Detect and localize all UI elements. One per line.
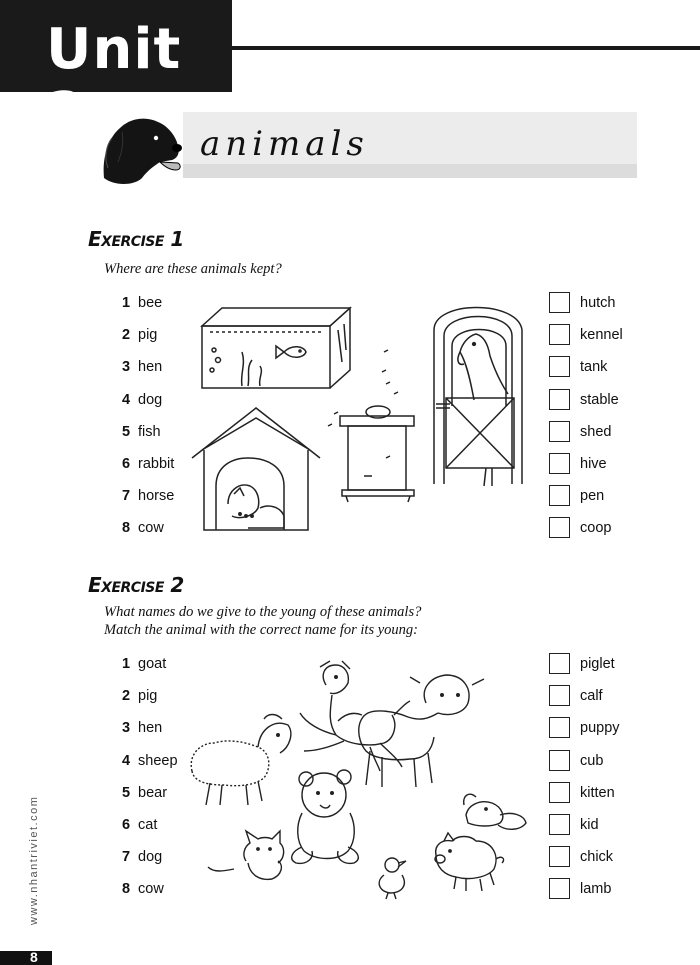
list-item: pen	[549, 487, 669, 519]
housing-illustration	[188, 290, 538, 540]
answer-checkbox[interactable]	[549, 324, 570, 345]
exercise-2-choice-list	[549, 655, 669, 913]
list-item: 4 sheep	[122, 752, 178, 769]
unit-title: Unit 2	[46, 17, 182, 146]
answer-checkbox[interactable]	[549, 685, 570, 706]
list-item: kid	[549, 816, 669, 848]
answer-checkbox[interactable]	[549, 485, 570, 506]
list-item: 7 horse	[122, 488, 175, 505]
list-item: calf	[549, 687, 669, 719]
website-url: www.nhantriviet.com	[28, 795, 40, 925]
answer-checkbox[interactable]	[549, 653, 570, 674]
exercise-2-instruction-line-2: Match the animal with the correct name for its young:	[104, 622, 418, 638]
unit-header	[0, 0, 232, 146]
list-item: 5 bear	[122, 784, 168, 801]
topic-band-shadow	[183, 164, 637, 178]
answer-checkbox[interactable]	[549, 782, 570, 803]
list-item: lamb	[549, 880, 669, 912]
list-item: 2 pig	[122, 327, 158, 344]
list-item: cub	[549, 752, 669, 784]
bear-cub-icon	[292, 770, 359, 863]
kitten-icon	[208, 831, 284, 879]
answer-checkbox[interactable]	[549, 389, 570, 410]
list-item: 8 cow	[122, 520, 164, 537]
list-item: coop	[549, 519, 669, 551]
topic-title: animals	[200, 124, 369, 164]
answer-checkbox[interactable]	[549, 846, 570, 867]
stable-icon	[434, 308, 522, 487]
list-item: kitten	[549, 784, 669, 816]
answer-checkbox[interactable]	[549, 421, 570, 442]
exercise-1-instruction: Where are these animals kept?	[104, 261, 282, 277]
list-item: 1 goat	[122, 656, 167, 672]
answer-checkbox[interactable]	[549, 356, 570, 377]
answer-checkbox[interactable]	[549, 750, 570, 771]
header-rule	[232, 46, 700, 50]
exercise-2-instruction-line-1: What names do we give to the young of these animals?	[104, 604, 422, 620]
puppy-icon	[464, 794, 526, 829]
piglet-icon	[435, 833, 504, 891]
list-item: 7 dog	[122, 849, 163, 866]
list-item: kennel	[549, 326, 669, 358]
list-item: hutch	[549, 294, 669, 326]
list-item: 3 hen	[122, 720, 163, 737]
answer-checkbox[interactable]	[549, 814, 570, 835]
list-item: 4 dog	[122, 391, 163, 408]
calf-icon	[338, 675, 484, 787]
chick-icon	[379, 858, 406, 899]
list-item: stable	[549, 391, 669, 423]
answer-checkbox[interactable]	[549, 717, 570, 738]
young-animals-illustration	[180, 655, 540, 900]
lamb-icon	[191, 715, 291, 806]
page-number-tab	[0, 951, 52, 965]
exercise-2-heading: Exercise 2	[88, 573, 184, 597]
beehive-icon	[328, 350, 414, 502]
list-item: 1 bee	[122, 295, 163, 311]
list-item: hive	[549, 455, 669, 487]
list-item: chick	[549, 848, 669, 880]
list-item: 3 hen	[122, 359, 163, 376]
list-item: shed	[549, 423, 669, 455]
list-item: 8 cow	[122, 881, 164, 898]
black-dog-icon	[98, 112, 184, 188]
answer-checkbox[interactable]	[549, 878, 570, 899]
list-item: 6 rabbit	[122, 455, 175, 472]
fish-tank-icon	[202, 308, 350, 388]
goat-kid-icon	[300, 661, 410, 771]
answer-checkbox[interactable]	[549, 453, 570, 474]
exercise-1-heading: Exercise 1	[88, 227, 184, 251]
list-item: 6 cat	[122, 816, 158, 833]
answer-checkbox[interactable]	[549, 292, 570, 313]
page-number: 8	[30, 949, 38, 965]
list-item: piglet	[549, 655, 669, 687]
list-item: tank	[549, 358, 669, 390]
exercise-1-choice-list	[549, 294, 669, 552]
list-item: 2 pig	[122, 688, 158, 705]
list-item: 5 fish	[122, 423, 161, 440]
kennel-icon	[192, 408, 320, 530]
list-item: puppy	[549, 719, 669, 751]
answer-checkbox[interactable]	[549, 517, 570, 538]
